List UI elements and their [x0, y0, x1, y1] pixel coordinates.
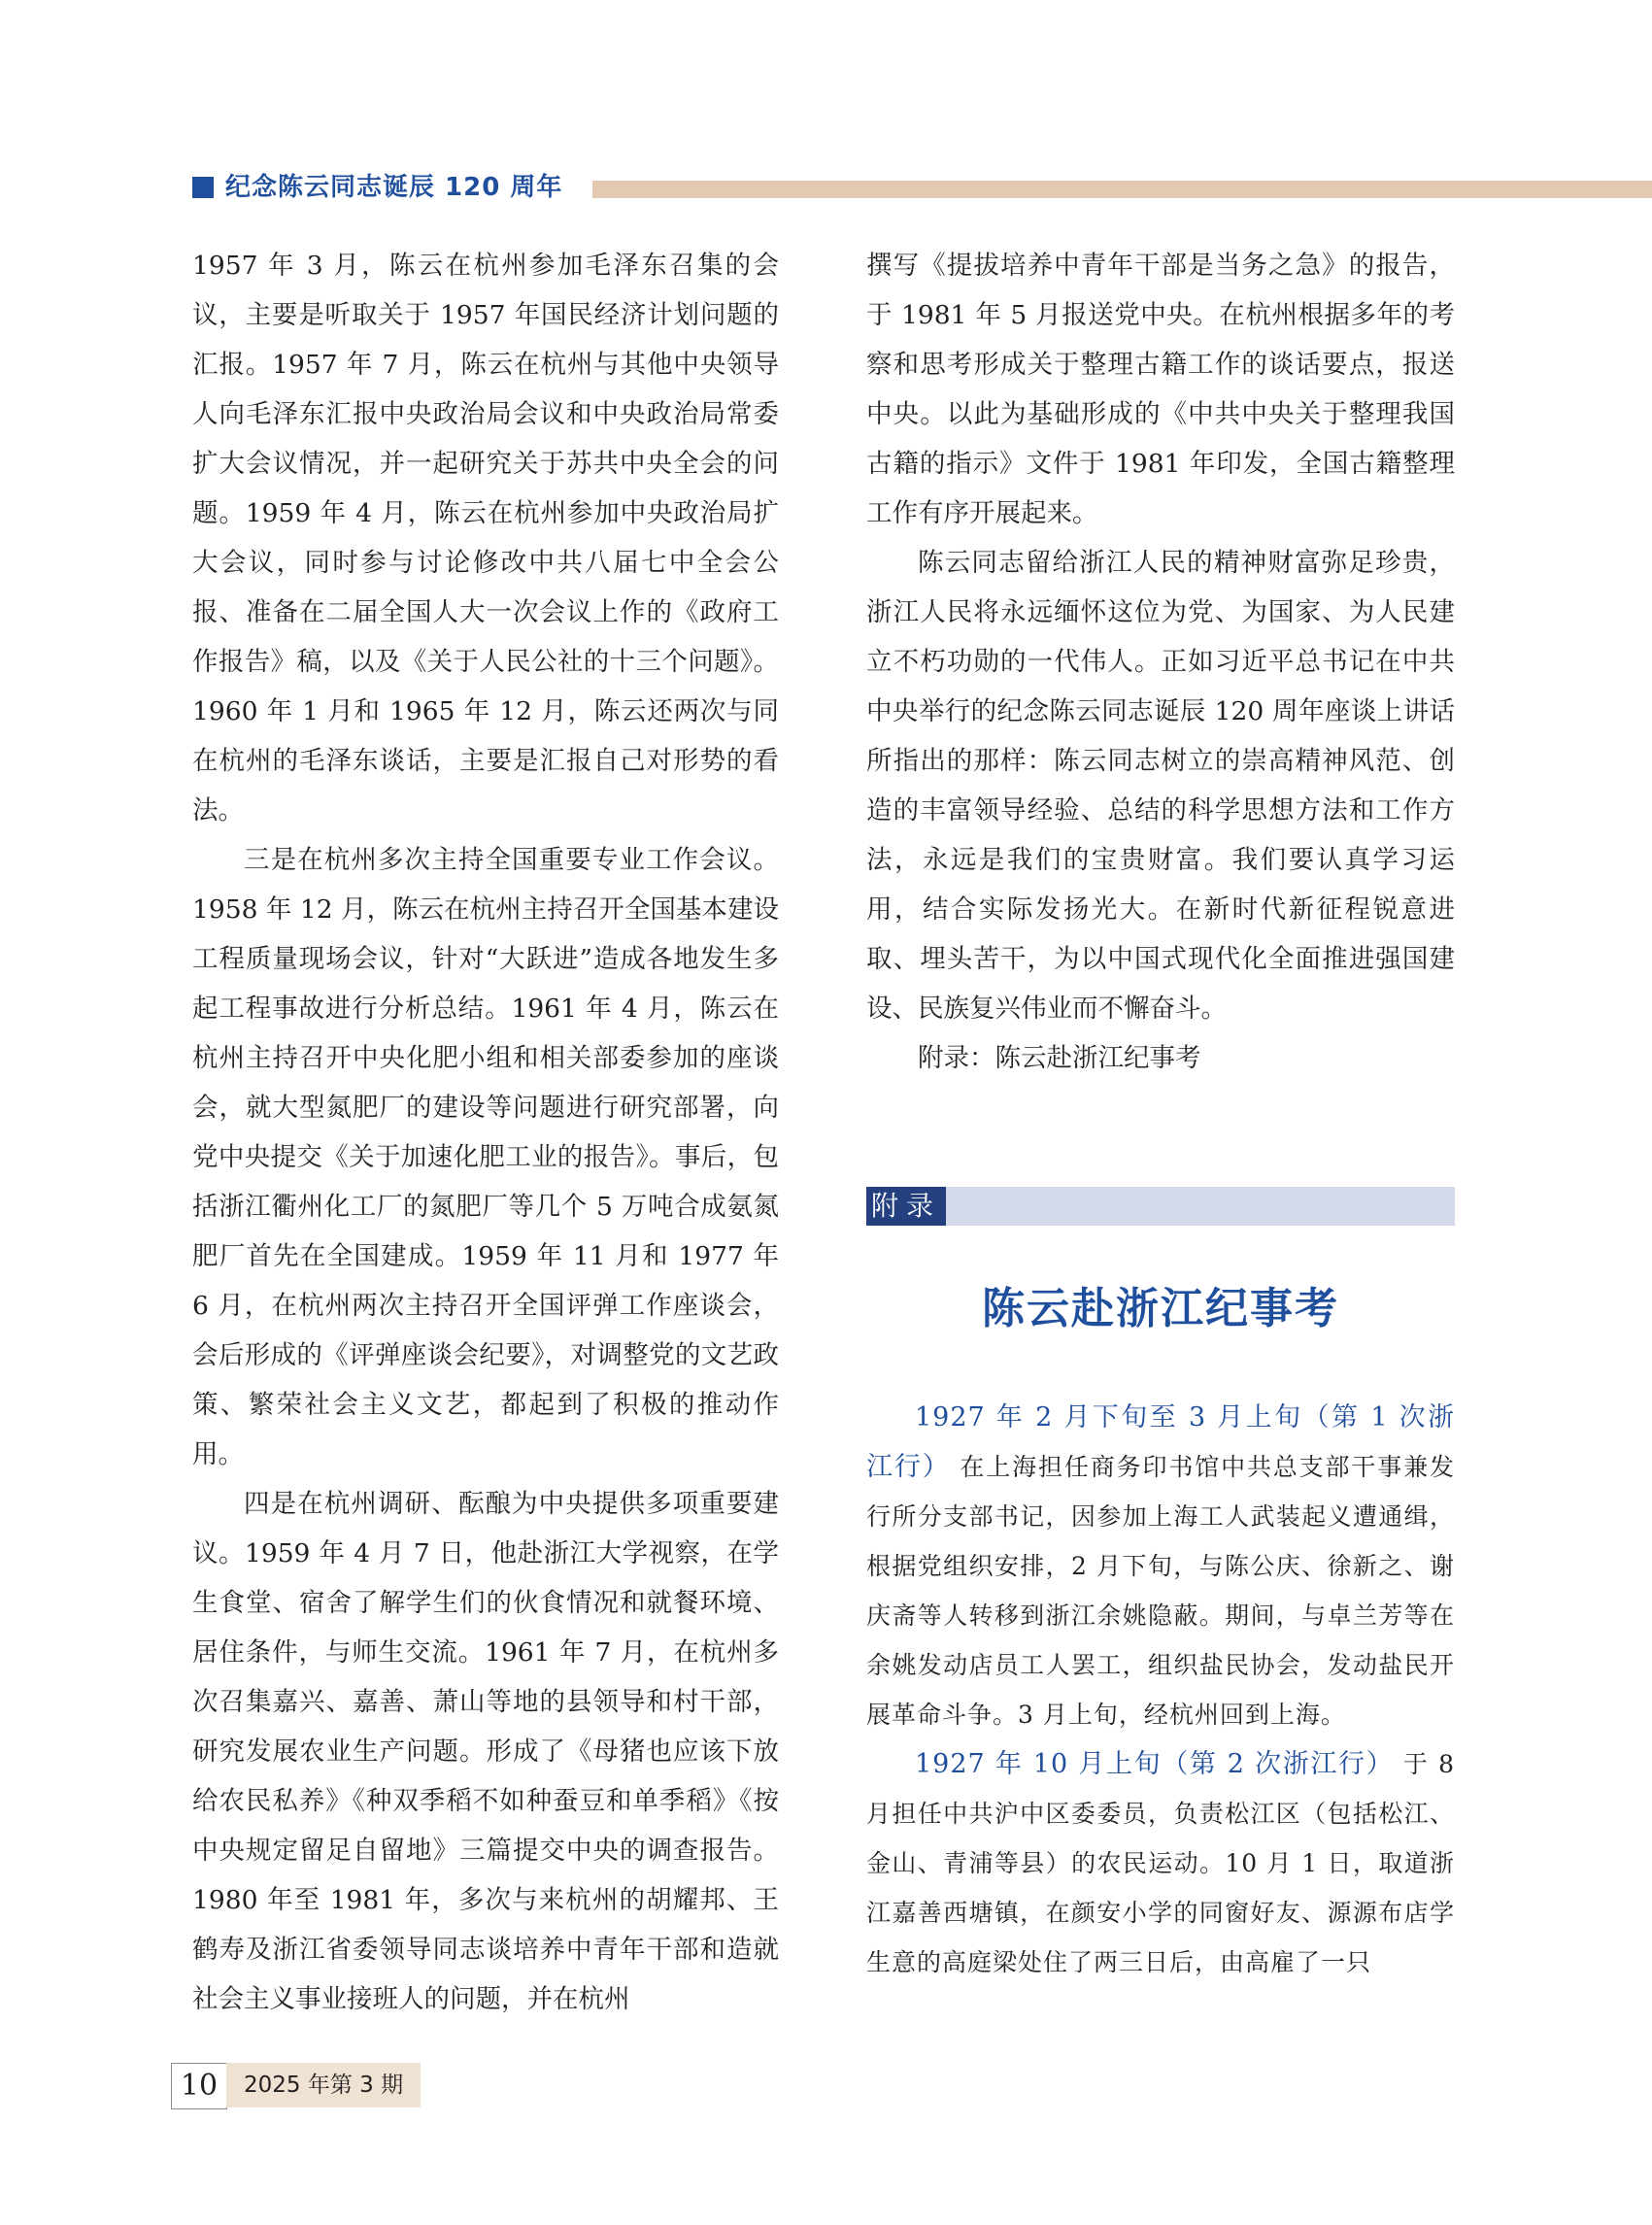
header-decorative-bar [592, 181, 1652, 198]
left-column [192, 241, 779, 2024]
entry-heading: 1927 年 2 月下旬至 3 月上旬（第 1 次浙江行） [866, 1402, 1455, 1482]
entry-body: 在上海担任商务印书馆中共总支部干事兼发行所分支部书记，因参加上海工人武装起义遭通缉，根据党组织安排，2 月下旬，与陈公庆、徐新之、谢庆斋等人转移到浙江余姚隐蔽。期间，与卓兰芳等在余姚发动店员工人罢工，组织盐民协会，发动盐民开展革命斗争。3 月上旬，经杭州回到上海。 [866, 1453, 1455, 1729]
appendix-entries [866, 1393, 1455, 1987]
body-paragraph: 陈云同志留给浙江人民的精神财富弥足珍贵，浙江人民将永远缅怀这位为党、为国家、为人民建立不朽功勋的一代伟人。正如习近平总书记在中共中央举行的纪念陈云同志诞辰 120 周年座谈上讲话所指出的那样：陈云同志树立的崇高精神风范、创造的丰富领导经验、总结的科学思想方法和工作方法，永远是我们的宝贵财富。我们要认真学习运用，结合实际发扬光大。在新时代新征程锐意进取、埋头苦干，为以中国式现代化全面推进强国建设、民族复兴伟业而不懈奋斗。 [866, 548, 1455, 1024]
appendix-tag: 附录 [866, 1187, 946, 1226]
entry-heading: 1927 年 10 月上旬（第 2 次浙江行） [915, 1749, 1395, 1779]
body-paragraph: 四是在杭州调研、酝酿为中央提供多项重要建议。1959 年 4 月 7 日，他赴浙江大学视察，在学生食堂、宿舍了解学生们的伙食情况和就餐环境、居住条件，与师生交流。1961 年 7 月，在杭州多次召集嘉兴、嘉善、萧山等地的县领导和村干部，研究发展农业生产问题。形成了《母猪也应该下放给农民私养》《种双季稻不如种蚕豆和单季稻》《按中央规定留足自留地》三篇提交中央的调查报告。1980 年至 1981 年，多次与来杭州的胡耀邦、王鹤寿及浙江省委领导同志谈培养中青年干部和造就社会主义事业接班人的问题，并在杭州 [192, 1489, 779, 2014]
page-number: 10 [171, 2063, 227, 2109]
body-paragraph: 1957 年 3 月，陈云在杭州参加毛泽东召集的会议，主要是听取关于 1957 年国民经济计划问题的汇报。1957 年 7 月，陈云在杭州与其他中央领导人向毛泽东汇报中央政治局会议和中央政治局常委扩大会议情况，并一起研究关于苏共中央全会的问题。1959 年 4 月，陈云在杭州参加中央政治局扩大会议，同时参与讨论修改中共八届七中全会公报、准备在二届全国人大一次会议上作的《政府工作报告》稿，以及《关于人民公社的十三个问题》。1960 年 1 月和 1965 年 12 月，陈云还两次与同在杭州的毛泽东谈话，主要是汇报自己对形势的看法。 [192, 251, 779, 826]
body-paragraph: 撰写《提拔培养中青年干部是当务之急》的报告，于 1981 年 5 月报送党中央。在杭州根据多年的考察和思考形成关于整理古籍工作的谈话要点，报送中央。以此为基础形成的《中共中央关于整理我国古籍的指示》文件于 1981 年印发，全国古籍整理工作有序开展起来。 [866, 251, 1455, 528]
appendix-reference: 附录：陈云赴浙江纪事考 [918, 1043, 1201, 1073]
appendix-entry [866, 1393, 1455, 1739]
entry-body: 于 8 月担任中共沪中区委委员，负责松江区（包括松江、金山、青浦等县）的农民运动。10 月 1 日，取道浙江嘉善西塘镇，在颜安小学的同窗好友、源源布店学生意的高庭梁处住了两三日后，由高雇了一只 [866, 1750, 1455, 1976]
body-paragraph: 三是在杭州多次主持全国重要专业工作会议。1958 年 12 月，陈云在杭州主持召开全国基本建设工程质量现场会议，针对“大跃进”造成各地发生多起工程事故进行分析总结。1961 年 4 月，陈云在杭州主持召开中央化肥小组和相关部委参加的座谈会，就大型氮肥厂的建设等问题进行研究部署，向党中央提交《关于加速化肥工业的报告》。事后，包括浙江衢州化工厂的氮肥厂等几个 5 万吨合成氨氮肥厂首先在全国建成。1959 年 11 月和 1977 年 6 月，在杭州两次主持召开全国评弹工作座谈会，会后形成的《评弹座谈会纪要》，对调整党的文艺政策、繁荣社会主义文艺，都起到了积极的推动作用。 [192, 845, 780, 1469]
section-header-title: 纪念陈云同志诞辰 120 周年 [225, 173, 563, 202]
appendix-title: 陈云赴浙江纪事考 [982, 1284, 1339, 1333]
appendix-entry [866, 1739, 1455, 1987]
issue-label: 2025 年第 3 期 [226, 2063, 421, 2107]
right-column [866, 241, 1455, 1083]
header-marker [192, 177, 214, 198]
appendix-banner [866, 1187, 1455, 1226]
